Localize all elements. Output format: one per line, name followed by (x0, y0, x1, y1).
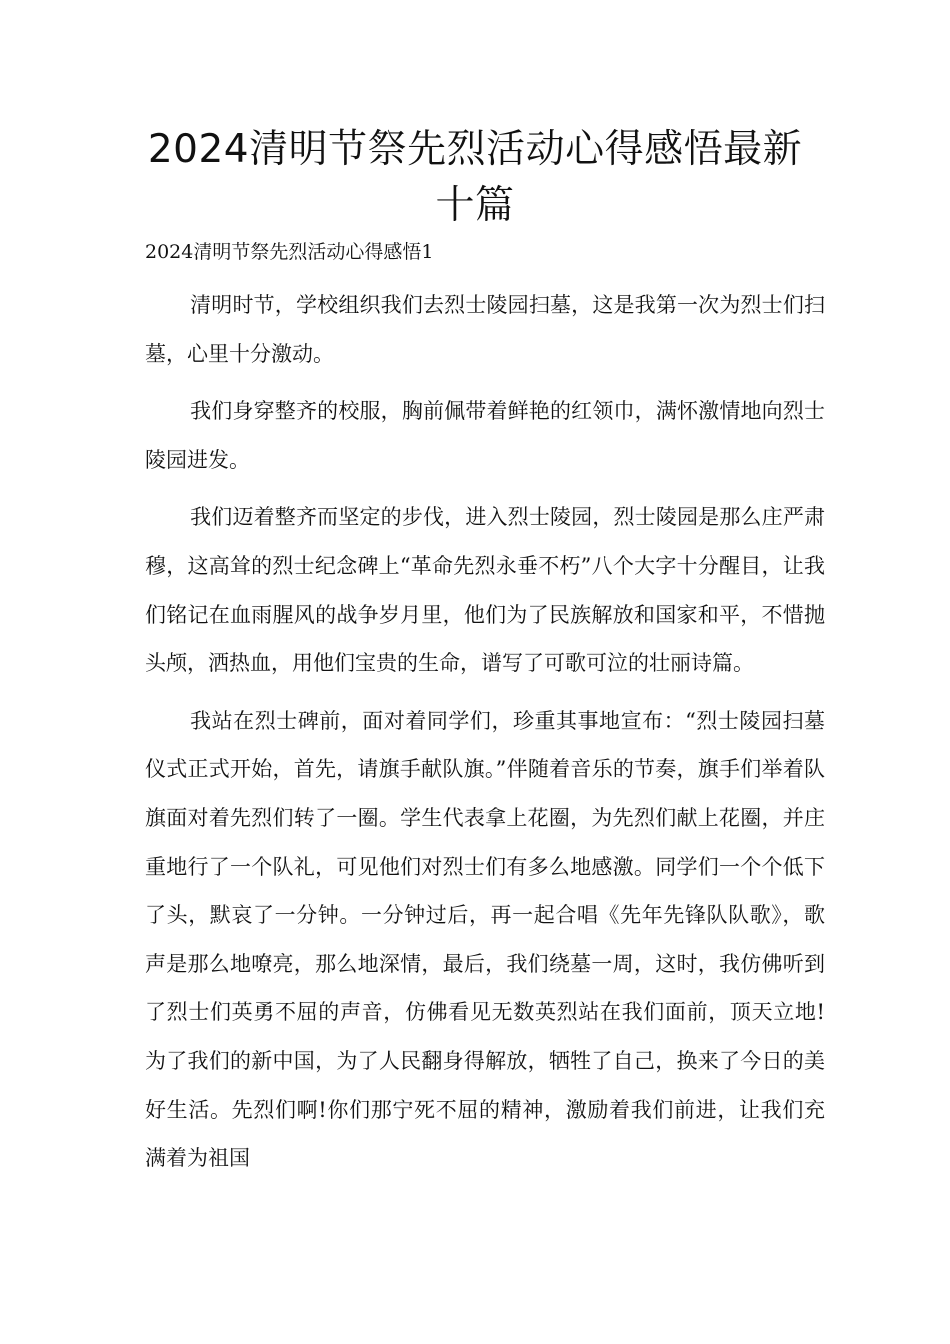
paragraph: 我们迈着整齐而坚定的步伐，进入烈士陵园，烈士陵园是那么庄严肃穆，这高耸的烈士纪念碑上“革命先烈永垂不朽”八个大字十分醒目，让我们铭记在血雨腥风的战争岁月里，他们为了民族解放和国家和平，不惜抛头颅，洒热血，用他们宝贵的生命，谱写了可歌可泣的壮丽诗篇。 (145, 505, 825, 676)
paragraph: 我站在烈士碑前，面对着同学们，珍重其事地宣布：“烈士陵园扫墓仪式正式开始，首先，请旗手献队旗。”伴随着音乐的节奏，旗手们举着队旗面对着先烈们转了一圈。学生代表拿上花圈，为先烈们献上花圈，并庄重地行了一个队礼，可见他们对烈士们有多么地感激。同学们一个个低下了头，默哀了一分钟。一分钟过后，再一起合唱《先年先锋队队歌》，歌声是那么地嘹亮，那么地深情，最后，我们绕墓一周，这时，我仿佛听到了烈士们英勇不屈的声音，仿佛看见无数英烈站在我们面前，顶天立地!为了我们的新中国，为了人民翻身得解放，牺牲了自己，换来了今日的美好生活。先烈们啊!你们那宁死不屈的精神，激励着我们前进，让我们充满着为祖国 (145, 708, 825, 1171)
document-body (145, 281, 825, 1192)
document-title: 2024清明节祭先烈活动心得感悟最新十篇 (147, 127, 803, 228)
section-heading: 2024清明节祭先烈活动心得感悟1 (145, 241, 434, 263)
paragraph: 我们身穿整齐的校服，胸前佩带着鲜艳的红领巾，满怀激情地向烈士陵园进发。 (145, 399, 825, 472)
paragraph: 清明时节，学校组织我们去烈士陵园扫墓，这是我第一次为烈士们扫墓，心里十分激动。 (145, 293, 825, 366)
